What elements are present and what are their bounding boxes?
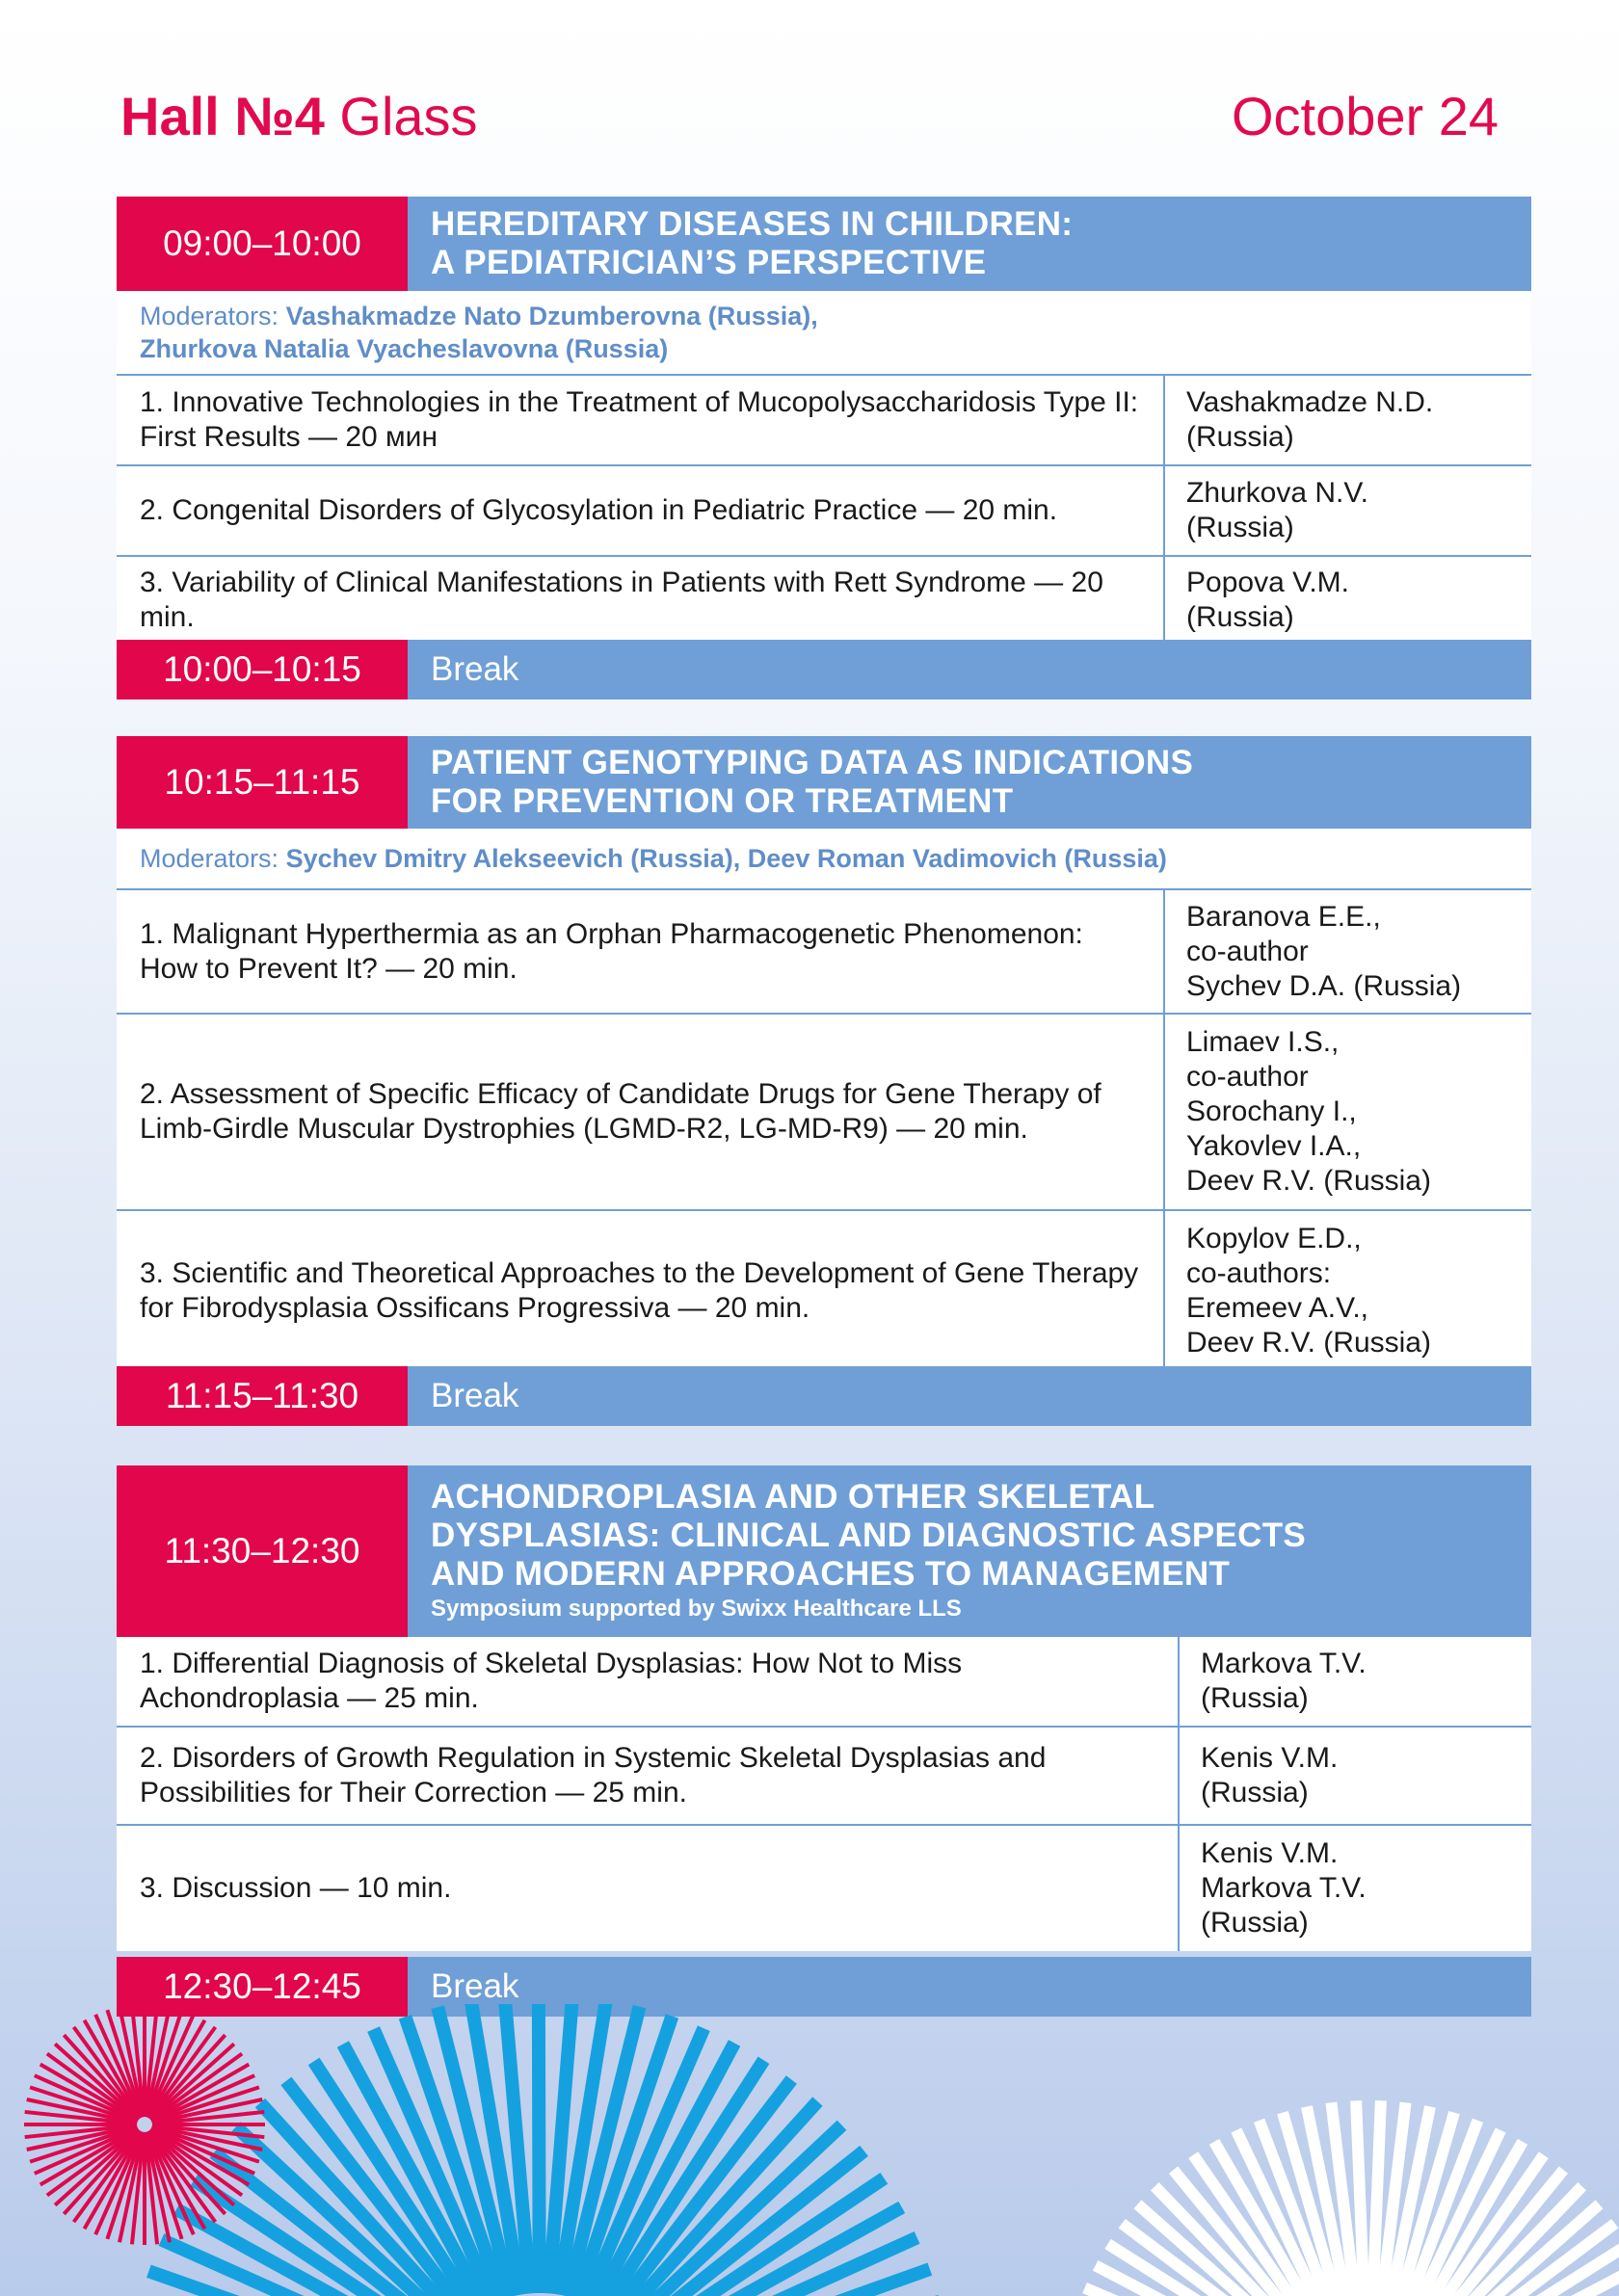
session-time: 10:15–11:15 [117, 736, 408, 829]
break-row [117, 1366, 1531, 1426]
blue-rays [132, 2004, 941, 2296]
talk-title: 3. Scientific and Theoretical Approaches to the Development of Gene Therapy for Fibrodysplasia Ossificans Progressiva — 20 min. [117, 1211, 1165, 1370]
session-header [117, 736, 1531, 829]
talk-row [117, 1728, 1531, 1826]
talk-row [117, 1015, 1531, 1211]
talk-title: 2. Assessment of Specific Efficacy of Candidate Drugs for Gene Therapy of Limb-Girdle Muscular Dystrophies (LGMD-R2, LG-MD-R9) — 20 min. [117, 1015, 1165, 1209]
break-row [117, 640, 1531, 699]
page-header [120, 85, 1499, 152]
session-header [117, 1465, 1531, 1637]
break-time: 12:30–12:45 [117, 1957, 408, 2017]
moderators [117, 291, 1531, 376]
session-title-line: ACHONDROPLASIA AND OTHER SKELETAL [431, 1478, 1155, 1516]
white-rays [1060, 2100, 1619, 2296]
moderators-label: Moderators: [140, 302, 286, 330]
decorative-rays [0, 2004, 1619, 2296]
talk-title: 1. Malignant Hyperthermia as an Orphan Pharmacogenetic Phenomenon: How to Prevent It? — 20 min. [117, 890, 1165, 1013]
moderators [117, 829, 1531, 890]
break-label: Break [408, 1366, 1531, 1426]
talk-speaker: Kenis V.M. (Russia) [1201, 1742, 1339, 1808]
talk-speaker: Vashakmadze N.D. (Russia) [1186, 386, 1434, 453]
talk-speaker: Popova V.M. (Russia) [1186, 567, 1349, 633]
session-title [408, 197, 1531, 291]
talk-title: 1. Innovative Technologies in the Treatment of Mucopolysaccharidosis Type II: First Results — 20 мин [117, 376, 1165, 464]
session-2 [117, 736, 1531, 1370]
moderators-names: Sychev Dmitry Alekseevich (Russia), Deev Roman Vadimovich (Russia) [285, 844, 1167, 873]
talk-title: 2. Disorders of Growth Regulation in Systemic Skeletal Dysplasias and Possibilities for Their Correction — 25 min. [117, 1728, 1180, 1824]
session-title [408, 1465, 1531, 1637]
talk-row [117, 1826, 1531, 1951]
talk-title: 1. Differential Diagnosis of Skeletal Dysplasias: How Not to Miss Achondroplasia — 25 min. [117, 1637, 1180, 1726]
talk-speaker: Kenis V.M. Markova T.V. (Russia) [1201, 1837, 1367, 1939]
moderators-names: Zhurkova Natalia Vyacheslavovna (Russia) [140, 334, 669, 363]
talk-row [117, 376, 1531, 466]
moderators-names: Vashakmadze Nato Dzumberovna (Russia), [285, 302, 818, 330]
session-1 [117, 197, 1531, 644]
talk-row [117, 890, 1531, 1015]
session-title-line: A PEDIATRICIAN’S PERSPECTIVE [431, 244, 987, 281]
break-time: 11:15–11:30 [117, 1366, 408, 1426]
ray [1356, 2100, 1366, 2296]
ray [1370, 2100, 1380, 2296]
moderators-label: Moderators: [140, 844, 286, 873]
talk-title: 2. Congenital Disorders of Glycosylation in Pediatric Practice — 20 min. [117, 466, 1165, 555]
talk-speaker: Kopylov E.D., co-authors: Eremeev A.V., Deev R.V. (Russia) [1186, 1222, 1431, 1359]
session-title-line: AND MODERN APPROACHES TO MANAGEMENT [431, 1555, 1231, 1593]
session-title-line: PATIENT GENOTYPING DATA AS INDICATIONS [431, 744, 1194, 781]
session-title [408, 736, 1531, 829]
hall-title [120, 85, 478, 147]
talk-row [117, 1637, 1531, 1728]
talk-speaker: Limaev I.S., co-author Sorochany I., Yakovlev I.A., Deev R.V. (Russia) [1186, 1026, 1431, 1197]
talk-speaker: Markova T.V. (Russia) [1201, 1648, 1367, 1714]
talk-speaker: Zhurkova N.V. (Russia) [1186, 477, 1368, 543]
hall-name: Glass [339, 86, 478, 146]
session-title-line: HEREDITARY DISEASES IN CHILDREN: [431, 205, 1074, 243]
hall-number: Hall №4 [120, 86, 325, 146]
talk-speaker: Baranova E.E., co-author Sychev D.A. (Russia) [1186, 900, 1462, 1002]
ray [539, 2004, 540, 2293]
session-3 [117, 1465, 1531, 1951]
talk-row [117, 557, 1531, 644]
event-date: October 24 [1231, 86, 1499, 146]
talk-title: 3. Variability of Clinical Manifestations in Patients with Rett Syndrome — 20 min. [117, 557, 1165, 644]
session-title-line: FOR PREVENTION OR TREATMENT [431, 782, 1014, 820]
session-header [117, 197, 1531, 291]
symposium-support: Symposium supported by Swixx Healthcare LLS [431, 1596, 962, 1622]
talk-row [117, 1211, 1531, 1370]
talk-title: 3. Discussion — 10 min. [117, 1826, 1180, 1951]
session-time: 11:30–12:30 [117, 1465, 408, 1637]
session-time: 09:00–10:00 [117, 197, 408, 291]
talk-row [117, 466, 1531, 557]
break-label: Break [408, 1957, 1531, 2017]
break-label: Break [408, 640, 1531, 699]
break-time: 10:00–10:15 [117, 640, 408, 699]
session-title-line: DYSPLASIAS: CLINICAL AND DIAGNOSTIC ASPECTS [431, 1517, 1307, 1554]
